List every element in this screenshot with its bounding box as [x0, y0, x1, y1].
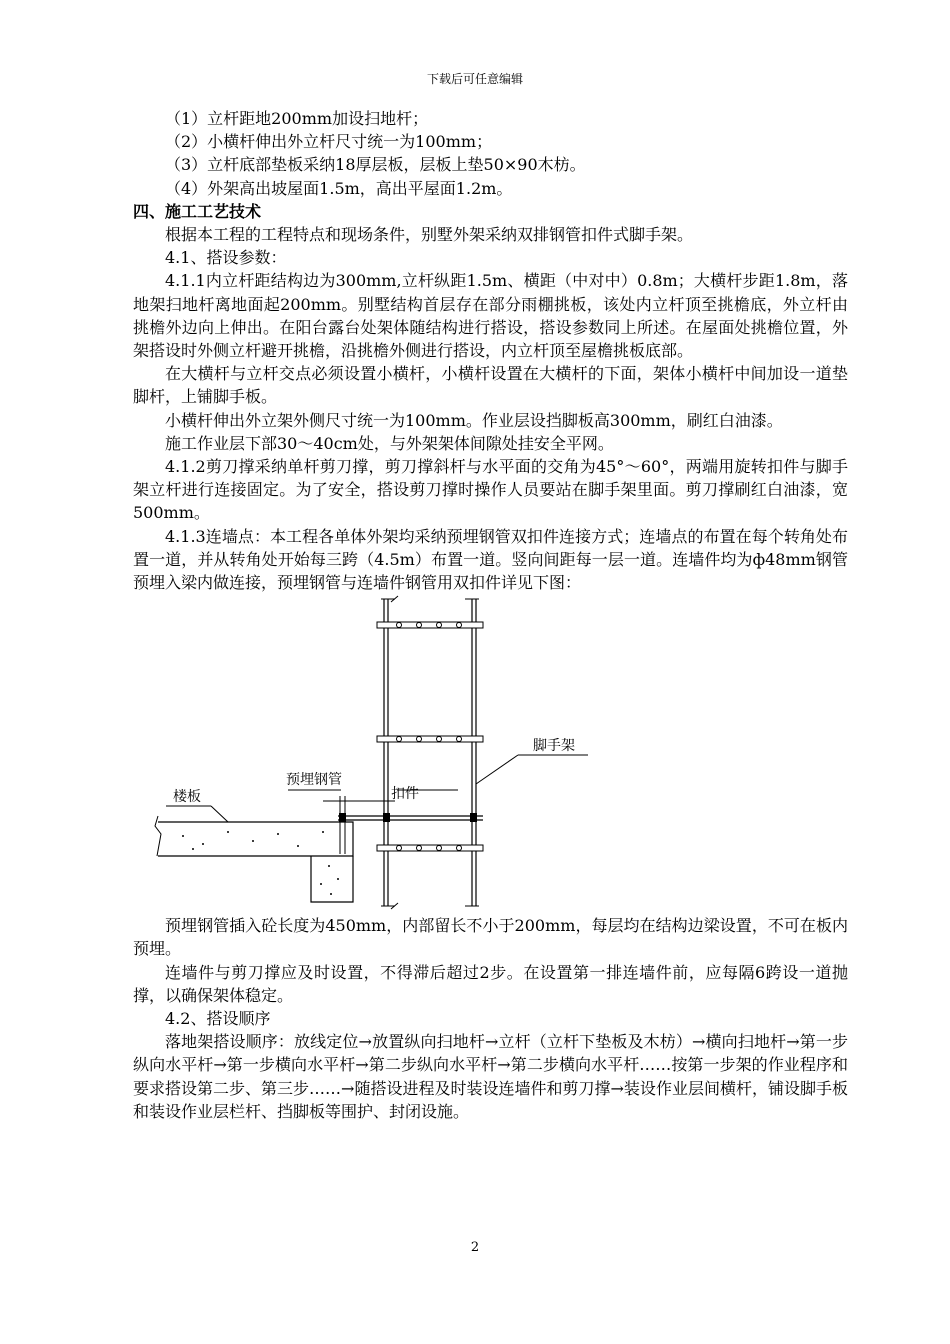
paragraph-4-1-3: 4.1.3连墙点：本工程各单体外架均采纳预埋钢管双扣件连接方式；连墙点的布置在每个转角处布置一道，并从转角处开始每三跨（4.5m）布置一道。竖向间距每一层一道。连墙件均为ф48mm钢管预埋入梁内做连接，预埋钢管与连墙件钢管用双扣件详见下图： [133, 526, 848, 593]
wall-tie-figure [133, 594, 848, 914]
list-item: （4）外架高出坡屋面1.5m，高出平屋面1.2m。 [165, 178, 513, 198]
paragraph-4-1-1: 4.1.1内立杆距结构边为300mm,立杆纵距1.5m、横距（中对中）0.8m；大横杆步距1.8m，落地架扫地杆离地面起200mm。别墅结构首层存在部分雨棚挑板，该处内立杆顶至挑檐底，外立杆由挑檐外边向上伸出。在阳台露台处架体随结构进行搭设，搭设参数同上所述。在屋面处挑檐位置，外架搭设时外侧立杆避开挑檐，沿挑檐外侧进行搭设，内立杆顶至屋檐挑板底部。 [133, 271, 848, 361]
page-header: 下载后可任意编辑 [426, 72, 523, 86]
edge-beam [311, 856, 353, 902]
subsection-heading: 4.1、搭设参数： [165, 248, 287, 268]
section-heading: 四、施工工艺技术 [133, 201, 262, 221]
paragraph-sequence: 落地架搭设顺序：放线定位→放置纵向扫地杆→立杆（立杆下垫板及木枋）→横向扫地杆→第一步纵向水平杆→第一步横向水平杆→第二步纵向水平杆→第二步横向水平杆……按第一步架的作业程序和要求搭设第二步、第三步……→随搭设进程及时装设连墙件和剪刀撑→装设作业层间横杆，铺设脚手板和装设作业层栏杆、挡脚板等围护、封闭设施。 [133, 1032, 848, 1121]
label-floor-slab: 楼板 [173, 789, 201, 806]
page-number: 2 [470, 1240, 480, 1255]
bottom-break-mark [381, 903, 479, 909]
paragraph-tie-timing: 连墙件与剪刀撑应及时设置，不得滞后超过2步。在设置第一排连墙件前，应每隔6跨设一道抛撑，以确保架体稳定。 [133, 962, 848, 1005]
section-intro: 根据本工程的工程特点和现场条件，别墅外架采纳双排钢管扣件式脚手架。 [165, 225, 694, 245]
wall-tie-diagram [133, 594, 848, 914]
list-item: （3）立杆底部垫板采纳18厚层板，层板上垫50×90木枋。 [165, 155, 586, 175]
ledger-1 [377, 622, 483, 628]
coupler-inner [383, 813, 390, 822]
paragraph-cross-bar-2: 小横杆伸出外立架外侧尺寸统一为100mm。作业层设挡脚板高300mm，刷红白油漆。 [165, 410, 783, 430]
paragraph-embed-length: 预埋钢管插入砼长度为450mm，内部留长不小于200mm，每层均在结构边梁设置，不可在板内预埋。 [133, 916, 848, 959]
list-item: （2）小横杆伸出外立杆尺寸统一为100mm； [165, 132, 493, 152]
ledger-3 [338, 816, 483, 820]
document-body [133, 107, 848, 1123]
paragraph-safety-net: 施工作业层下部30～40cm处，与外架架体间隙处挂安全平网。 [165, 433, 614, 453]
floor-slab [158, 822, 353, 856]
concrete-hatch [182, 831, 339, 895]
top-break-mark [381, 596, 479, 602]
ledger-2 [377, 736, 483, 742]
list-item: （1）立杆距地200mm加设扫地杆； [165, 109, 429, 128]
paragraph-4-1-2: 4.1.2剪刀撑采纳单杆剪刀撑，剪刀撑斜杆与水平面的交角为45°～60°，两端用旋转扣件与脚手架立杆进行连接固定。为了安全，搭设剪刀撑时操作人员要站在脚手架里面。剪刀撑刷红白油漆，宽500mm。 [133, 457, 848, 523]
label-scaffold: 脚手架 [533, 738, 575, 755]
ledger-4 [377, 845, 483, 851]
paragraph-cross-bar: 在大横杆与立杆交点必须设置小横杆，小横杆设置在大横杆的下面，架体小横杆中间加设一道垫脚杆，上铺脚手板。 [133, 364, 848, 407]
coupler-outer [470, 813, 477, 822]
label-embedded-pipe: 预埋钢管 [286, 772, 342, 789]
label-coupler: 扣件 [391, 786, 419, 803]
subsection-heading-4-2: 4.2、搭设顺序 [165, 1009, 271, 1029]
